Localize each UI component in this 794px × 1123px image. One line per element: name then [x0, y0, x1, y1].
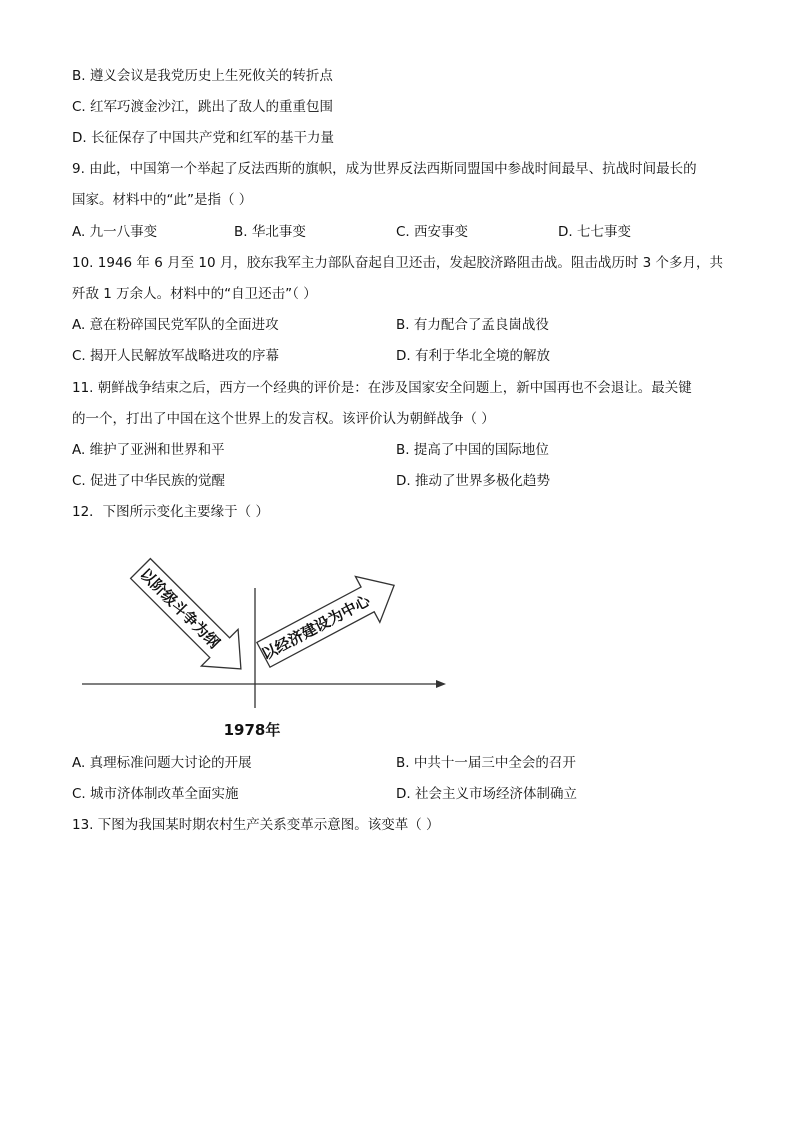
year-label: 1978年 — [223, 721, 281, 739]
right-arrow — [250, 562, 406, 678]
left-arrow — [122, 550, 259, 687]
q8-option-b: B. 遵义会议是我党历史上生死攸关的转折点 — [72, 68, 333, 84]
q8-option-c: C. 红军巧渡金沙江，跳出了敌人的重重包围 — [72, 99, 334, 115]
q11-option-a: A. 维护了亚洲和世界和平 — [72, 442, 225, 458]
q10-stem-line1: 10. 1946 年 6 月至 10 月，胶东我军主力部队奋起自卫还击，发起胶济路阻击战。阻击战历时 3 个多月，共 — [72, 255, 724, 271]
q9-option-a: A. 九一八事变 — [72, 224, 158, 240]
q10-stem-line2: 歼敌 1 万余人。材料中的“自卫还击”（ ） — [72, 286, 317, 302]
q13-stem: 13. 下图为我国某时期农村生产关系变革示意图。该变革（ ） — [72, 817, 440, 833]
q12-option-a: A. 真理标准问题大讨论的开展 — [72, 755, 252, 771]
q9-stem-line2: 国家。材料中的“此”是指（ ） — [72, 192, 253, 208]
q12-option-d: D. 社会主义市场经济体制确立 — [396, 786, 577, 802]
q10-option-a: A. 意在粉碎国民党军队的全面进攻 — [72, 317, 279, 333]
timeline-arrowhead — [436, 680, 446, 688]
q10-option-b: B. 有力配合了孟良崮战役 — [396, 317, 549, 333]
right-arrow-text: 以经济建设为中心 — [258, 591, 373, 664]
q12-diagram — [70, 548, 460, 748]
q11-option-c: C. 促进了中华民族的觉醒 — [72, 473, 226, 489]
q9-option-d: D. 七七事变 — [558, 224, 631, 240]
q9-option-c: C. 西安事变 — [396, 224, 469, 240]
q10-option-d: D. 有利于华北全境的解放 — [396, 348, 550, 364]
q11-stem-line2: 的一个，打出了中国在这个世界上的发言权。该评价认为朝鲜战争（ ） — [72, 411, 495, 427]
q8-option-d: D. 长征保存了中国共产党和红军的基干力量 — [72, 130, 334, 146]
q10-option-c: C. 揭开人民解放军战略进攻的序幕 — [72, 348, 280, 364]
q12-option-b: B. 中共十一届三中全会的召开 — [396, 755, 576, 771]
q11-stem-line1: 11. 朝鲜战争结束之后，西方一个经典的评价是：在涉及国家安全问题上，新中国再也不会退让。最关键 — [72, 380, 692, 396]
q12-stem: 12．下图所示变化主要缘于（ ） — [72, 504, 269, 520]
q12-option-c: C. 城市济体制改革全面实施 — [72, 786, 239, 802]
q11-option-b: B. 提高了中国的国际地位 — [396, 442, 549, 458]
q11-option-d: D. 推动了世界多极化趋势 — [396, 473, 550, 489]
left-arrow-text: 以阶级斗争为纲 — [136, 564, 224, 652]
q9-option-b: B. 华北事变 — [234, 224, 306, 240]
q9-stem-line1: 9. 由此，中国第一个举起了反法西斯的旗帜，成为世界反法西斯同盟国中参战时间最早、抗战时间最长的 — [72, 161, 697, 177]
policy-shift-diagram-svg — [70, 548, 460, 748]
